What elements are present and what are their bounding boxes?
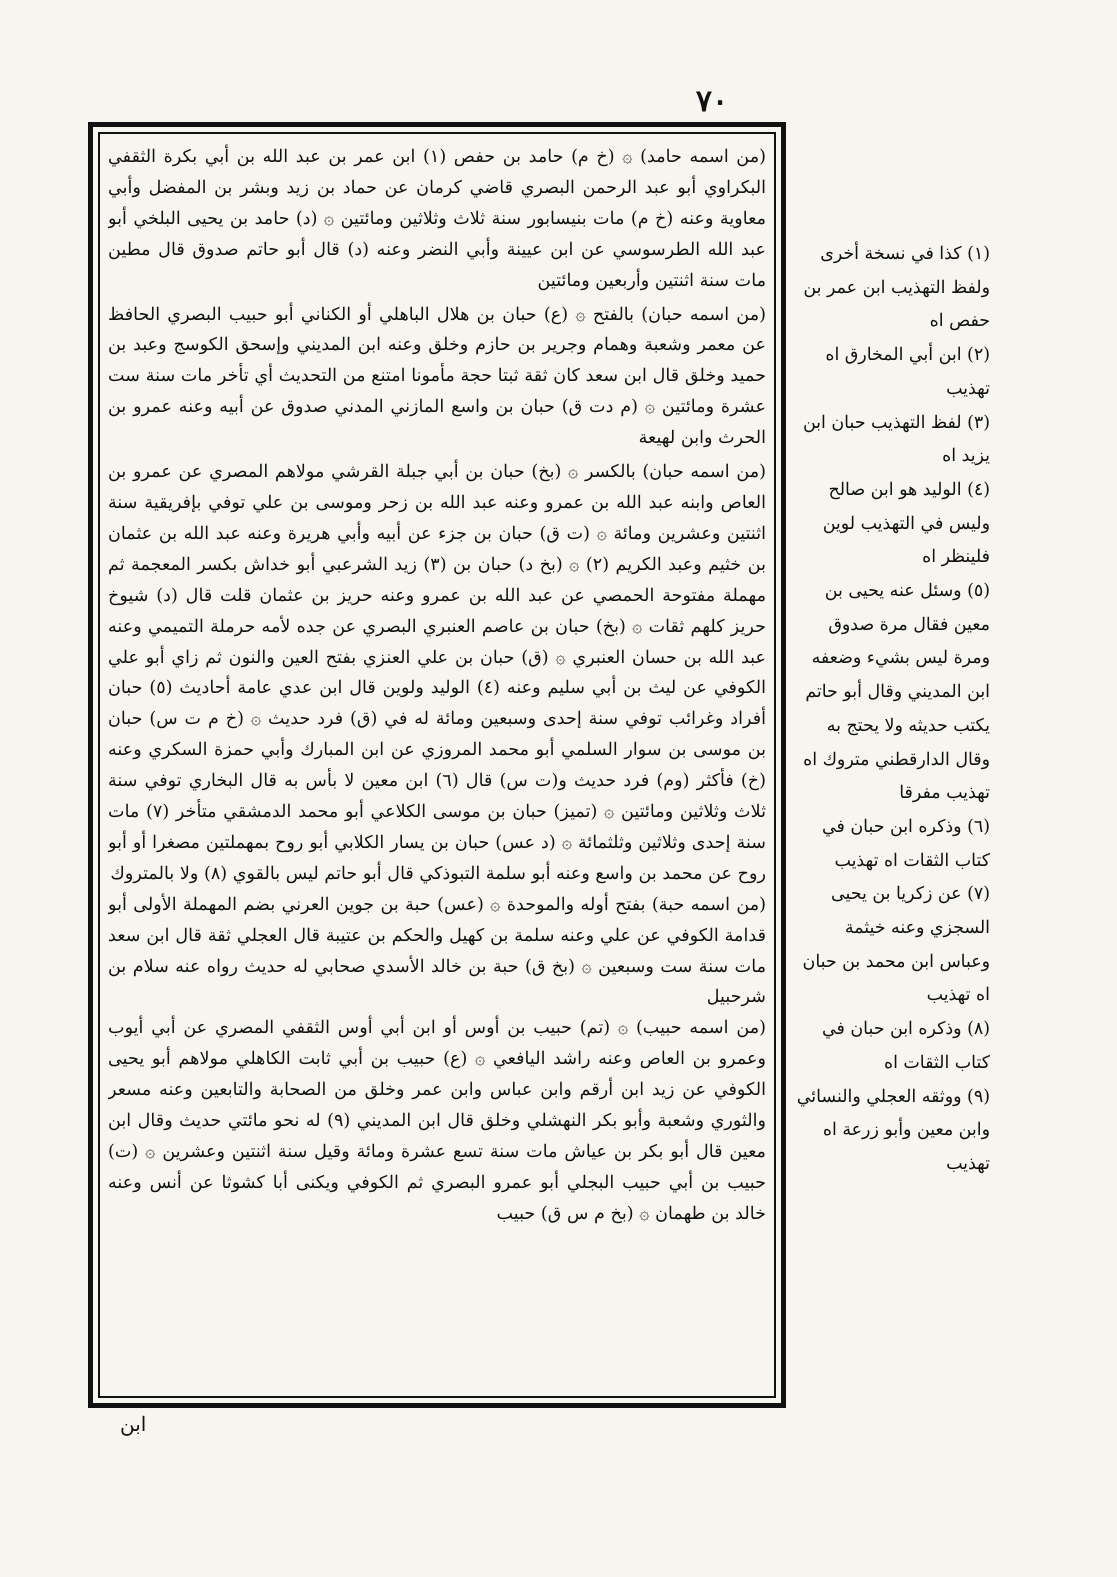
footnote-5: (٥) وسئل عنه يحيى بن معين فقال مرة صدوق ومرة ليس بشيء وضعفه ابن المديني وقال أبو حاتم يكتب حديثه ولا يحتج به وقال الدارقطني متروك اه تهذيب مفرقا [803, 581, 990, 804]
margin-notes [790, 238, 990, 1308]
page-number: ٧٠ [695, 84, 729, 119]
footnote-4: (٤) الوليد هو ابن صالح وليس في التهذيب لوين فلينظر اه [822, 479, 990, 568]
entry-hibban-kasr: (من اسمه حبان) بالكسر ۞ (بخ) حبان بن أبي جبلة القرشي مولاهم المصري عن عمرو بن العاص وابنه عبد الله بن عمرو وعنه عبد الله بن زحر وموسى بن علي توفي بإفريقية سنة اثنتين وعشرين ومائة ۞ (ت ق) حبان بن جزء عن أبيه وأبي هريرة وعنه عبد الله بن عثمان بن خثيم وعبد الكريم (٢) ۞ (بخ د) حبان بن (٣) زيد الشرعبي أبو خداش بكسر المعجمة ثم مهملة مفتوحة الحمصي عن عبد الله بن عمرو وعنه حريز بن عثمان قلت قال (د) شيوخ حريز كلهم ثقات ۞ (بخ) حبان بن عاصم العنبري البصري عن جده لأمه حرملة التميمي وعنه عبد الله بن حسان العنبري ۞ (ق) حبان بن علي العنزي بفتح العين والنون ثم زاي أبو علي الكوفي عن ليث بن أبي سليم وعنه (٤) الوليد ولوين قال ابن عدي عامة أحاديث (٥) حبان أفراد وغرائب توفي سنة إحدى وسبعين ومائة له في (ق) فرد حديث ۞ (خ م ت س) حبان بن موسى بن سوار السلمي أبو محمد المروزي عن ابن المبارك وأبي حمزة السكري وعنه (خ) فأكثر (وم) فرد حديث و(ت س) قال (٦) ابن معين لا بأس به قال البخاري توفي سنة ثلاث وثلاثين ومائتين ۞ (تميز) حبان بن موسى الكلاعي أبو محمد الدمشقي متأخر (٧) مات سنة إحدى وثلاثين وثلثمائة ۞ (د عس) حبان بن يسار الكلابي أبو روح بمهملتين مصغرا أو أبو روح عن محمد بن واسع وعنه أبو سلمة التبوذكي قال أبو حاتم ليس بالقوي (٨) ولا بالمتروك [108, 462, 766, 884]
footnote-3: (٣) لفظ التهذيب حبان ابن يزيد اه [802, 412, 990, 467]
footnote-7: (٧) عن زكريا بن يحيى السجزي وعنه خيثمة وعباس ابن محمد بن حبان اه تهذيب [802, 884, 990, 1006]
footnote-8: (٨) وذكره ابن حبان في كتاب الثقات اه [822, 1019, 990, 1073]
footnote-2: (٢) ابن أبي المخارق اه تهذيب [825, 345, 990, 399]
footnote-9: (٩) ووثقه العجلي والنسائي وابن معين وأبو زرعة اه تهذيب [796, 1086, 990, 1174]
entry-habib: (من اسمه حبيب) ۞ (تم) حبيب بن أوس أو ابن أبي أوس الثقفي المصري عن أبي أيوب وعمرو بن العاص وعنه راشد اليافعي ۞ (ع) حبيب بن أبي ثابت الكاهلي مولاهم أبو يحيى الكوفي عن زيد ابن أرقم وابن عباس وابن عمر وخلق من الصحابة والتابعين وعنه مسعر والثوري وشعبة وأبو بكر النهشلي وخلق قال ابن المديني (٩) له نحو مائتي حديث وقال ابن معين قال أبو بكر بن عياش مات سنة تسع عشرة ومائة وقيل سنة اثنتين وعشرين ۞ (ت) حبيب بن أبي حبيب البجلي أبو عمرو البصري ثم الكوفي ويكنى أبا كشوثا عن أنس وعنه خالد بن طهمان ۞ (بخ م س ق) حبيب [108, 1018, 766, 1224]
main-text-block [108, 142, 766, 1392]
entry-habba: (من اسمه حبة) بفتح أوله والموحدة ۞ (عس) حبة بن جوين العرني بضم المهملة الأولى أبو قدامة الكوفي عن علي وعنه سلمة بن كهيل والحكم بن عتيبة قال العجلي ثقة قال ابن سعد مات سنة ست وسبعين ۞ (بخ ق) حبة بن خالد الأسدي صحابي له حديث رواه عنه سلام بن شرحبيل [108, 894, 766, 1008]
entry-hamid: (من اسمه حامد) ۞ (خ م) حامد بن حفص (١) ابن عمر بن عبد الله بن أبي بكرة الثقفي البكراوي أبو عبد الرحمن البصري قاضي كرمان عن حماد بن زيد وبشر بن المفضل وأبي معاوية وعنه (خ م) مات بنيسابور سنة ثلاث وثلاثين ومائتين ۞ (د) حامد بن يحيى البلخي أبو عبد الله الطرسوسي عن ابن عيينة وأبي النضر وعنه (د) قال أبو حاتم صدوق قال مطين مات سنة اثنتين وأربعين ومائتين [108, 147, 766, 291]
catchword: ابن [120, 1412, 147, 1436]
footnote-6: (٦) وذكره ابن حبان في كتاب الثقات اه تهذيب [822, 816, 990, 871]
entry-habban-fath: (من اسمه حبان) بالفتح ۞ (ع) حبان بن هلال الباهلي أو الكناني أبو حبيب البصري الحافظ عن معمر وشعبة وهمام وجرير بن حازم وخلق وعنه ابن المديني وإسحق الكوسج وعبد بن حميد وخلق قال ابن سعد كان ثقة ثبتا حجة مأمونا امتنع من التحديث أي تأخر مات سنة ست عشرة ومائتين ۞ (م دت ق) حبان بن واسع المازني المدني صدوق عن أبيه وعنه عمرو بن الحرث وابن لهيعة [108, 304, 766, 449]
footnote-1: (١) كذا في نسخة أخرى ولفظ التهذيب ابن عمر بن حفص اه [803, 244, 990, 332]
